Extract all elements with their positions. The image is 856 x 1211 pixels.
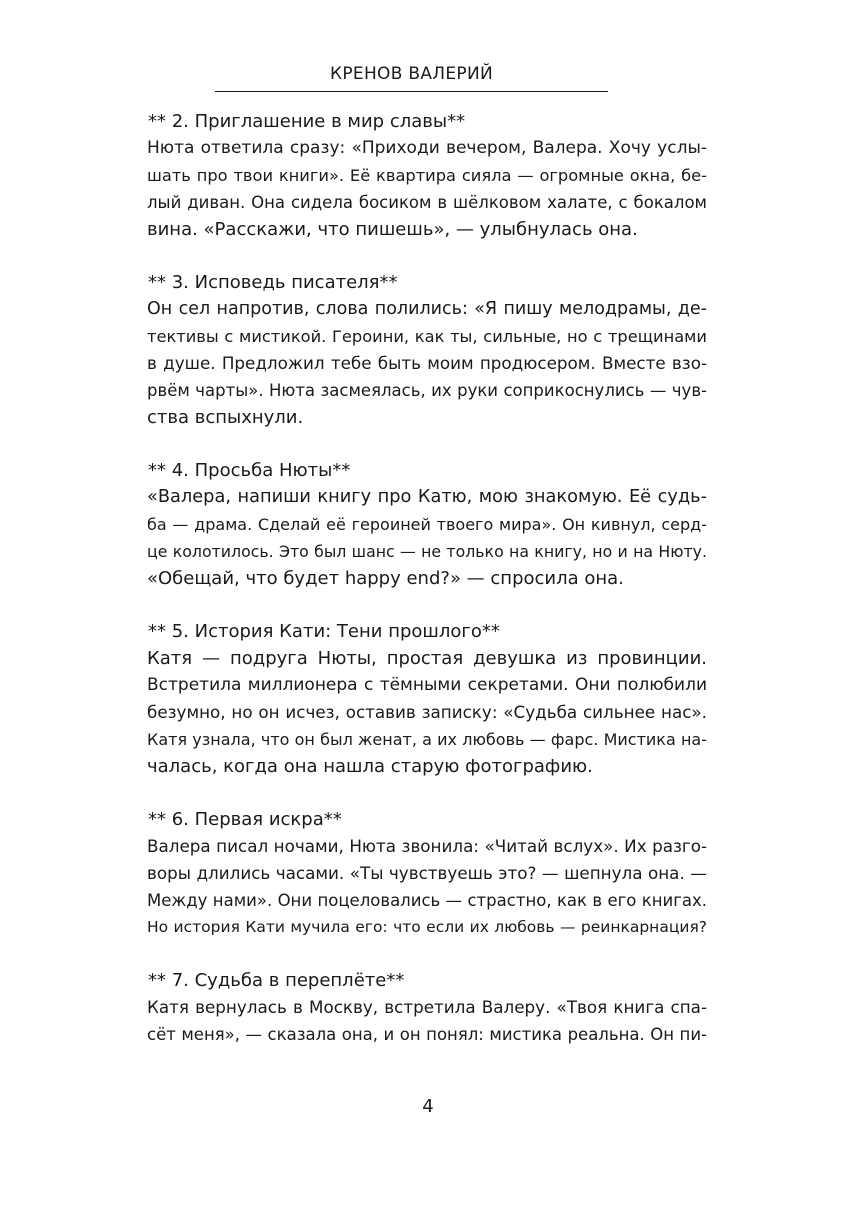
text-line: лый диван. Она сидела босиком в шёлковом халате, с бокалом — [147, 193, 707, 212]
paragraph — [147, 484, 708, 592]
text-line: чалась, когда она нашла старую фотографию. — [147, 756, 593, 777]
section-3 — [148, 269, 708, 431]
section-6 — [148, 806, 708, 941]
section-title: ** 6. Первая искра** — [148, 809, 342, 830]
paragraph — [147, 645, 708, 780]
text-line: ба — драма. Сделай её героиней твоего мира». Он кивнул, серд- — [147, 515, 707, 534]
text-line: це колотилось. Это был шанс — не только на книгу, но и на Нюту. — [147, 542, 707, 561]
text-line: Нюта ответила сразу: «Приходи вечером, Валера. Хочу услы- — [147, 138, 707, 158]
text-line: шать про твои книги». Её квартира сияла — огромные окна, бе- — [147, 166, 707, 185]
text-line: вина. «Расскажи, что пишешь», — улыбнулась она. — [147, 219, 638, 240]
text-line: сёт меня», — сказала она, и он понял: мистика реальна. Он пи- — [147, 1025, 707, 1044]
text-line: Между нами». Они поцеловались — страстно, как в его книгах. — [147, 891, 707, 910]
paragraph — [147, 994, 708, 1048]
paragraph — [147, 833, 708, 941]
section-title: ** 7. Судьба в переплёте** — [148, 970, 405, 991]
section-2 — [148, 108, 708, 243]
text-line: ства вспыхнули. — [147, 407, 304, 428]
paragraph — [147, 135, 708, 243]
text-line: «Обещай, что будет happy end?» — спросила она. — [147, 568, 624, 589]
text-line: тективы с мистикой. Героини, как ты, сильные, но с трещинами — [147, 327, 707, 346]
text-line: рвём чарты». Нюта засмеялась, их руки соприкоснулись — чув- — [147, 381, 707, 400]
section-title: ** 5. История Кати: Тени прошлого** — [148, 621, 500, 642]
text-line: Встретила миллионера с тёмными секретами. Они полюбили — [147, 675, 707, 695]
section-4 — [148, 457, 708, 592]
text-line: «Валера, напиши книгу про Катю, мою знакомую. Её судь- — [147, 487, 707, 507]
text-line: Катя — подруга Нюты, простая девушка из провинции. — [147, 648, 707, 669]
text-line: Катя вернулась в Москву, встретила Валеру. «Твоя книга спа- — [147, 997, 707, 1017]
section-title: ** 3. Исповедь писателя** — [148, 272, 398, 293]
section-title: ** 4. Просьба Нюты** — [148, 460, 351, 481]
text-line: безумно, но он исчез, оставив записку: «Судьба сильнее нас». — [147, 702, 707, 722]
text-line: Он сел напротив, слова полились: «Я пишу мелодрамы, де- — [147, 299, 707, 319]
section-5 — [148, 618, 708, 780]
text-line: в душе. Предложил тебе быть моим продюсером. Вместе взо- — [147, 353, 707, 373]
text-line: Но история Кати мучила его: что если их любовь — реинкарнация? — [147, 918, 707, 936]
section-7 — [148, 967, 708, 1048]
running-head: КРЕНОВ ВАЛЕРИЙ — [330, 64, 493, 84]
body-text — [148, 108, 708, 1074]
text-line: воры длились часами. «Ты чувствуешь это? — шепнула она. — — [147, 863, 707, 883]
paragraph — [147, 296, 708, 431]
text-line: Валера писал ночами, Нюта звонила: «Читай вслух». Их разго- — [147, 836, 707, 856]
section-title: ** 2. Приглашение в мир славы** — [148, 111, 466, 132]
page-number: 4 — [422, 1096, 434, 1117]
header-rule — [215, 91, 608, 92]
text-line: Катя узнала, что он был женат, а их любовь — фарс. Мистика на- — [147, 730, 707, 749]
